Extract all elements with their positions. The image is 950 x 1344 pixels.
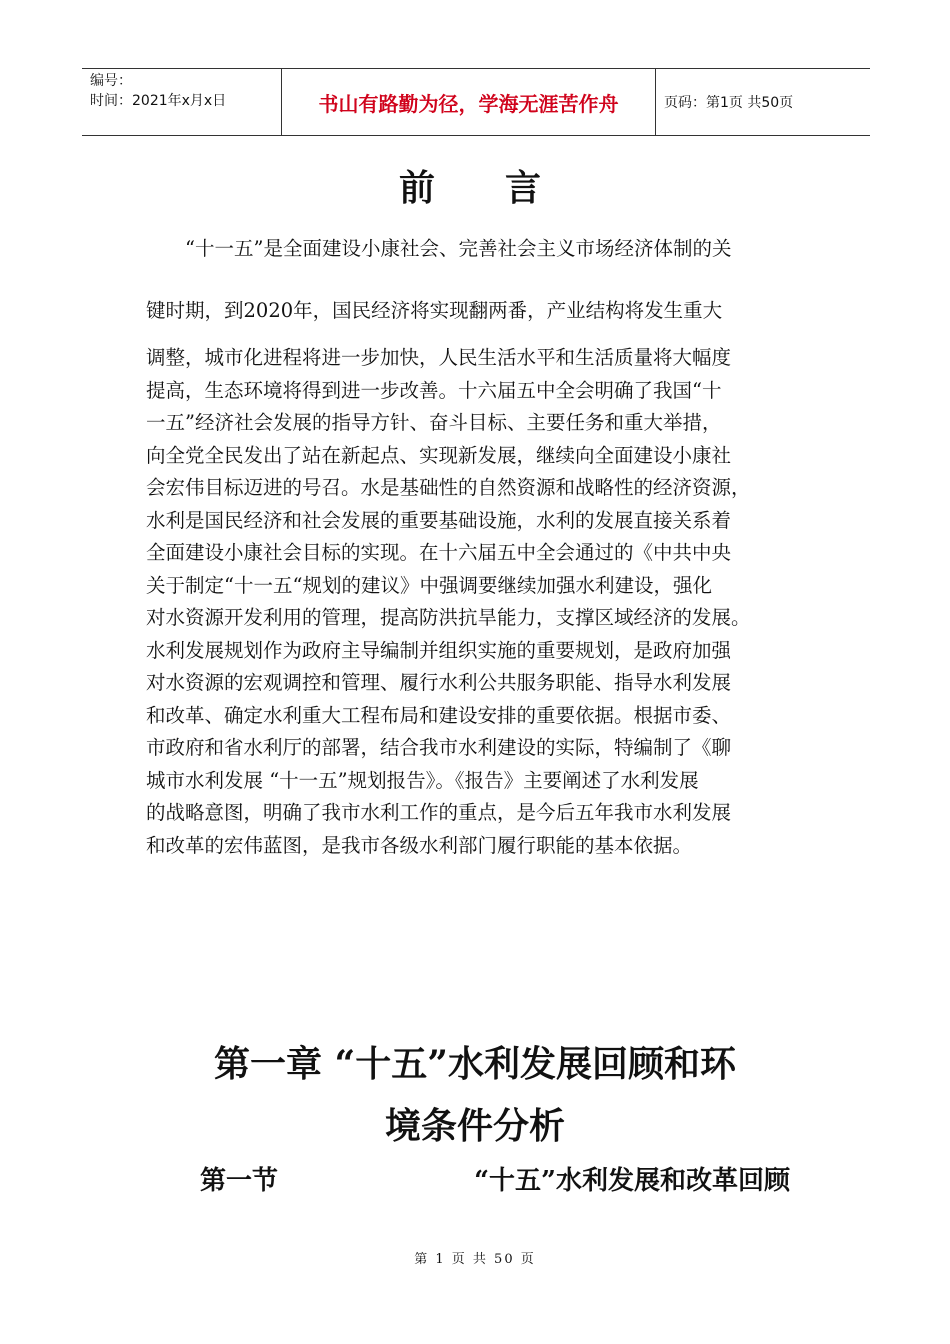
serial-number-label: 编号： bbox=[90, 73, 132, 89]
chapter-title-line-2: 境条件分析 bbox=[384, 1105, 565, 1147]
text-line: 水利是国民经济和社会发展的重要基础设施，水利的发展直接关系着 bbox=[146, 508, 732, 532]
text-line: 向全党全民发出了站在新起点、实现新发展，继续向全面建设小康社 bbox=[146, 443, 732, 467]
text-line: “十一五”是全面建设小康社会、完善社会主义市场经济体制的关 bbox=[146, 237, 732, 260]
text-line: 和改革的宏伟蓝图，是我市各级水利部门履行职能的基本依据。 bbox=[146, 833, 693, 857]
text-line: 一五”经济社会发展的指导方针、奋斗目标、主要任务和重大举措， bbox=[146, 411, 722, 434]
header-info-cell bbox=[82, 69, 282, 135]
preface-paragraph-body bbox=[146, 342, 806, 862]
text-line: 城市水利发展 “十一五”规划报告》。《报告》主要阐述了水利发展 bbox=[146, 768, 699, 792]
text-line: 会宏伟目标迈进的号召。水是基础性的自然资源和战略性的经济资源， bbox=[146, 476, 751, 499]
text-line: 和改革、确定水利重大工程布局和建设安排的重要依据。根据市委、 bbox=[146, 703, 732, 727]
text-line: 市政府和省水利厅的部署，结合我市水利建设的实际，特编制了《聊 bbox=[146, 736, 732, 759]
text-line: 水利发展规划作为政府主导编制并组织实施的重要规划，是政府加强 bbox=[146, 638, 732, 662]
text-line: 全面建设小康社会目标的实现。在十六届五中全会通过的《中共中央 bbox=[146, 541, 732, 564]
header-page-number: 页码：第1页 共50页 bbox=[664, 95, 794, 111]
text-line: 的战略意图，明确了我市水利工作的重点，是今后五年我市水利发展 bbox=[146, 801, 732, 824]
preface-paragraph-line-1 bbox=[146, 233, 806, 266]
page-footer: 第 1 页 共 50 页 bbox=[414, 1252, 536, 1267]
chapter-title-line-1: 第一章 “十五”水利发展回顾和环 bbox=[214, 1043, 736, 1085]
text-line: 对水资源的宏观调控和管理、履行水利公共服务职能、指导水利发展 bbox=[146, 671, 732, 694]
section-heading: “十五”水利发展和改革回顾 bbox=[474, 1166, 790, 1196]
text-line: 关于制定“十一五“规划的建议》中强调要继续加强水利建设，强化 bbox=[146, 573, 712, 597]
chapter-title bbox=[0, 1033, 950, 1157]
text-line: 键时期，到2020年，国民经济将实现翻两番，产业结构将发生重大 bbox=[146, 299, 723, 322]
text-line: 提高，生态环境将得到进一步改善。十六届五中全会明确了我国“十 bbox=[146, 378, 722, 402]
document-header bbox=[82, 68, 870, 136]
preface-paragraph-line-2 bbox=[146, 295, 806, 328]
section-number: 第一节 bbox=[200, 1166, 279, 1196]
section-title bbox=[200, 1160, 790, 1197]
date-label: 时间：2021年x月x日 bbox=[90, 93, 227, 109]
text-line: 对水资源开发利用的管理，提高防洪抗旱能力，支撑区域经济的发展。 bbox=[146, 606, 751, 629]
header-motto: 书山有路勤为径，学海无涯苦作舟 bbox=[282, 69, 656, 135]
text-line: 调整，城市化进程将进一步加快，人民生活水平和生活质量将大幅度 bbox=[146, 346, 732, 369]
preface-title: 前言 bbox=[398, 167, 611, 209]
